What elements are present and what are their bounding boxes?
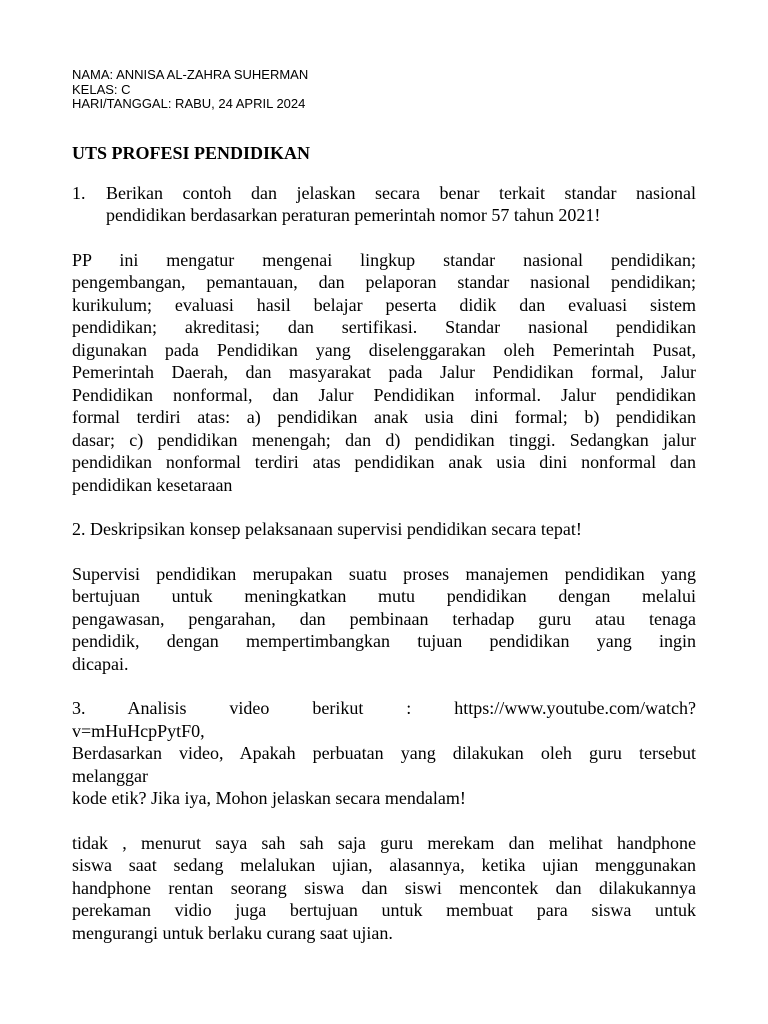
question-1-line: pendidikan berdasarkan peraturan pemerintah nomor 57 tahun 2021!	[106, 205, 601, 225]
answer-1-line: pendidikan nonformal terdiri atas pendidikan anak usia dini nonformal dan	[72, 452, 696, 472]
answer-2-line: pendidik, dengan mempertimbangkan tujuan pendidikan yang ingin	[72, 631, 696, 651]
answer-1-line: dasar; c) pendidikan menengah; dan d) pendidikan tinggi. Sedangkan jalur	[72, 429, 696, 450]
question-3-line: melanggar	[72, 765, 148, 786]
answer-2-line: dicapai.	[72, 653, 129, 674]
question-3	[72, 697, 696, 810]
student-name: NAMA: ANNISA AL-ZAHRA SUHERMAN	[72, 67, 309, 82]
answer-3-line: perekaman vidio juga bertujuan untuk membuat para siswa untuk	[72, 900, 696, 920]
answer-1-line: pendidikan; akreditasi; dan sertifikasi. Standar nasional pendidikan	[72, 317, 696, 337]
question-3-line: kode etik? Jika iya, Mohon jelaskan secara mendalam!	[72, 788, 466, 808]
answer-1-line: digunakan pada Pendidikan yang diselenggarakan oleh Pemerintah Pusat,	[72, 339, 696, 360]
answer-3-line: tidak , menurut saya sah sah saja guru merekam dan melihat handphone	[72, 832, 696, 853]
student-header	[72, 68, 696, 112]
answer-1-line: kurikulum; evaluasi hasil belajar peserta didik dan evaluasi sistem	[72, 294, 696, 315]
answer-3-line: siswa saat sedang melalukan ujian, alasannya, ketika ujian menggunakan	[72, 855, 696, 875]
answer-1-line: pendidikan kesetaraan	[72, 474, 233, 495]
question-3-line: 3. Analisis video berikut : https://www.youtube.com/watch?	[72, 698, 696, 718]
answer-1	[72, 249, 696, 497]
student-class: KELAS: C	[72, 81, 131, 97]
answer-1-line: Pemerintah Daerah, dan masyarakat pada Jalur Pendidikan formal, Jalur	[72, 362, 696, 382]
question-1-line: Berikan contoh dan jelaskan secara benar terkait standar nasional	[106, 182, 696, 203]
answer-3-line: handphone rentan seorang siswa dan siswi mencontek dan dilakukannya	[72, 877, 696, 898]
answer-1-line: Pendidikan nonformal, dan Jalur Pendidikan informal. Jalur pendidikan	[72, 384, 696, 405]
answer-1-line: pengembangan, pemantauan, dan pelaporan standar nasional pendidikan;	[72, 272, 696, 292]
exam-date: HARI/TANGGAL: RABU, 24 APRIL 2024	[72, 96, 306, 111]
question-2: 2. Deskripsikan konsep pelaksanaan supervisi pendidikan secara tepat!	[72, 519, 582, 539]
question-3-line: Berdasarkan video, Apakah perbuatan yang dilakukan oleh guru tersebut	[72, 743, 696, 763]
question-1-number: 1.	[72, 182, 86, 203]
answer-2-line: bertujuan untuk meningkatkan mutu pendidikan dengan melalui	[72, 586, 696, 606]
answer-2-line: pengawasan, pengarahan, dan pembinaan terhadap guru atau tenaga	[72, 608, 696, 629]
answer-1-line: formal terdiri atas: a) pendidikan anak usia dini formal; b) pendidikan	[72, 407, 696, 427]
question-1	[72, 182, 696, 227]
answer-2-line: Supervisi pendidikan merupakan suatu proses manajemen pendidikan yang	[72, 563, 696, 584]
document-title: UTS PROFESI PENDIDIKAN	[72, 142, 311, 163]
answer-2	[72, 563, 696, 676]
answer-3	[72, 832, 696, 945]
answer-3-line: mengurangi untuk berlaku curang saat ujian.	[72, 922, 393, 943]
answer-1-line: PP ini mengatur mengenai lingkup standar nasional pendidikan;	[72, 249, 696, 270]
question-3-line: v=mHuHcpPytF0,	[72, 720, 205, 741]
document-page	[72, 68, 696, 944]
question-1-text	[106, 182, 696, 227]
